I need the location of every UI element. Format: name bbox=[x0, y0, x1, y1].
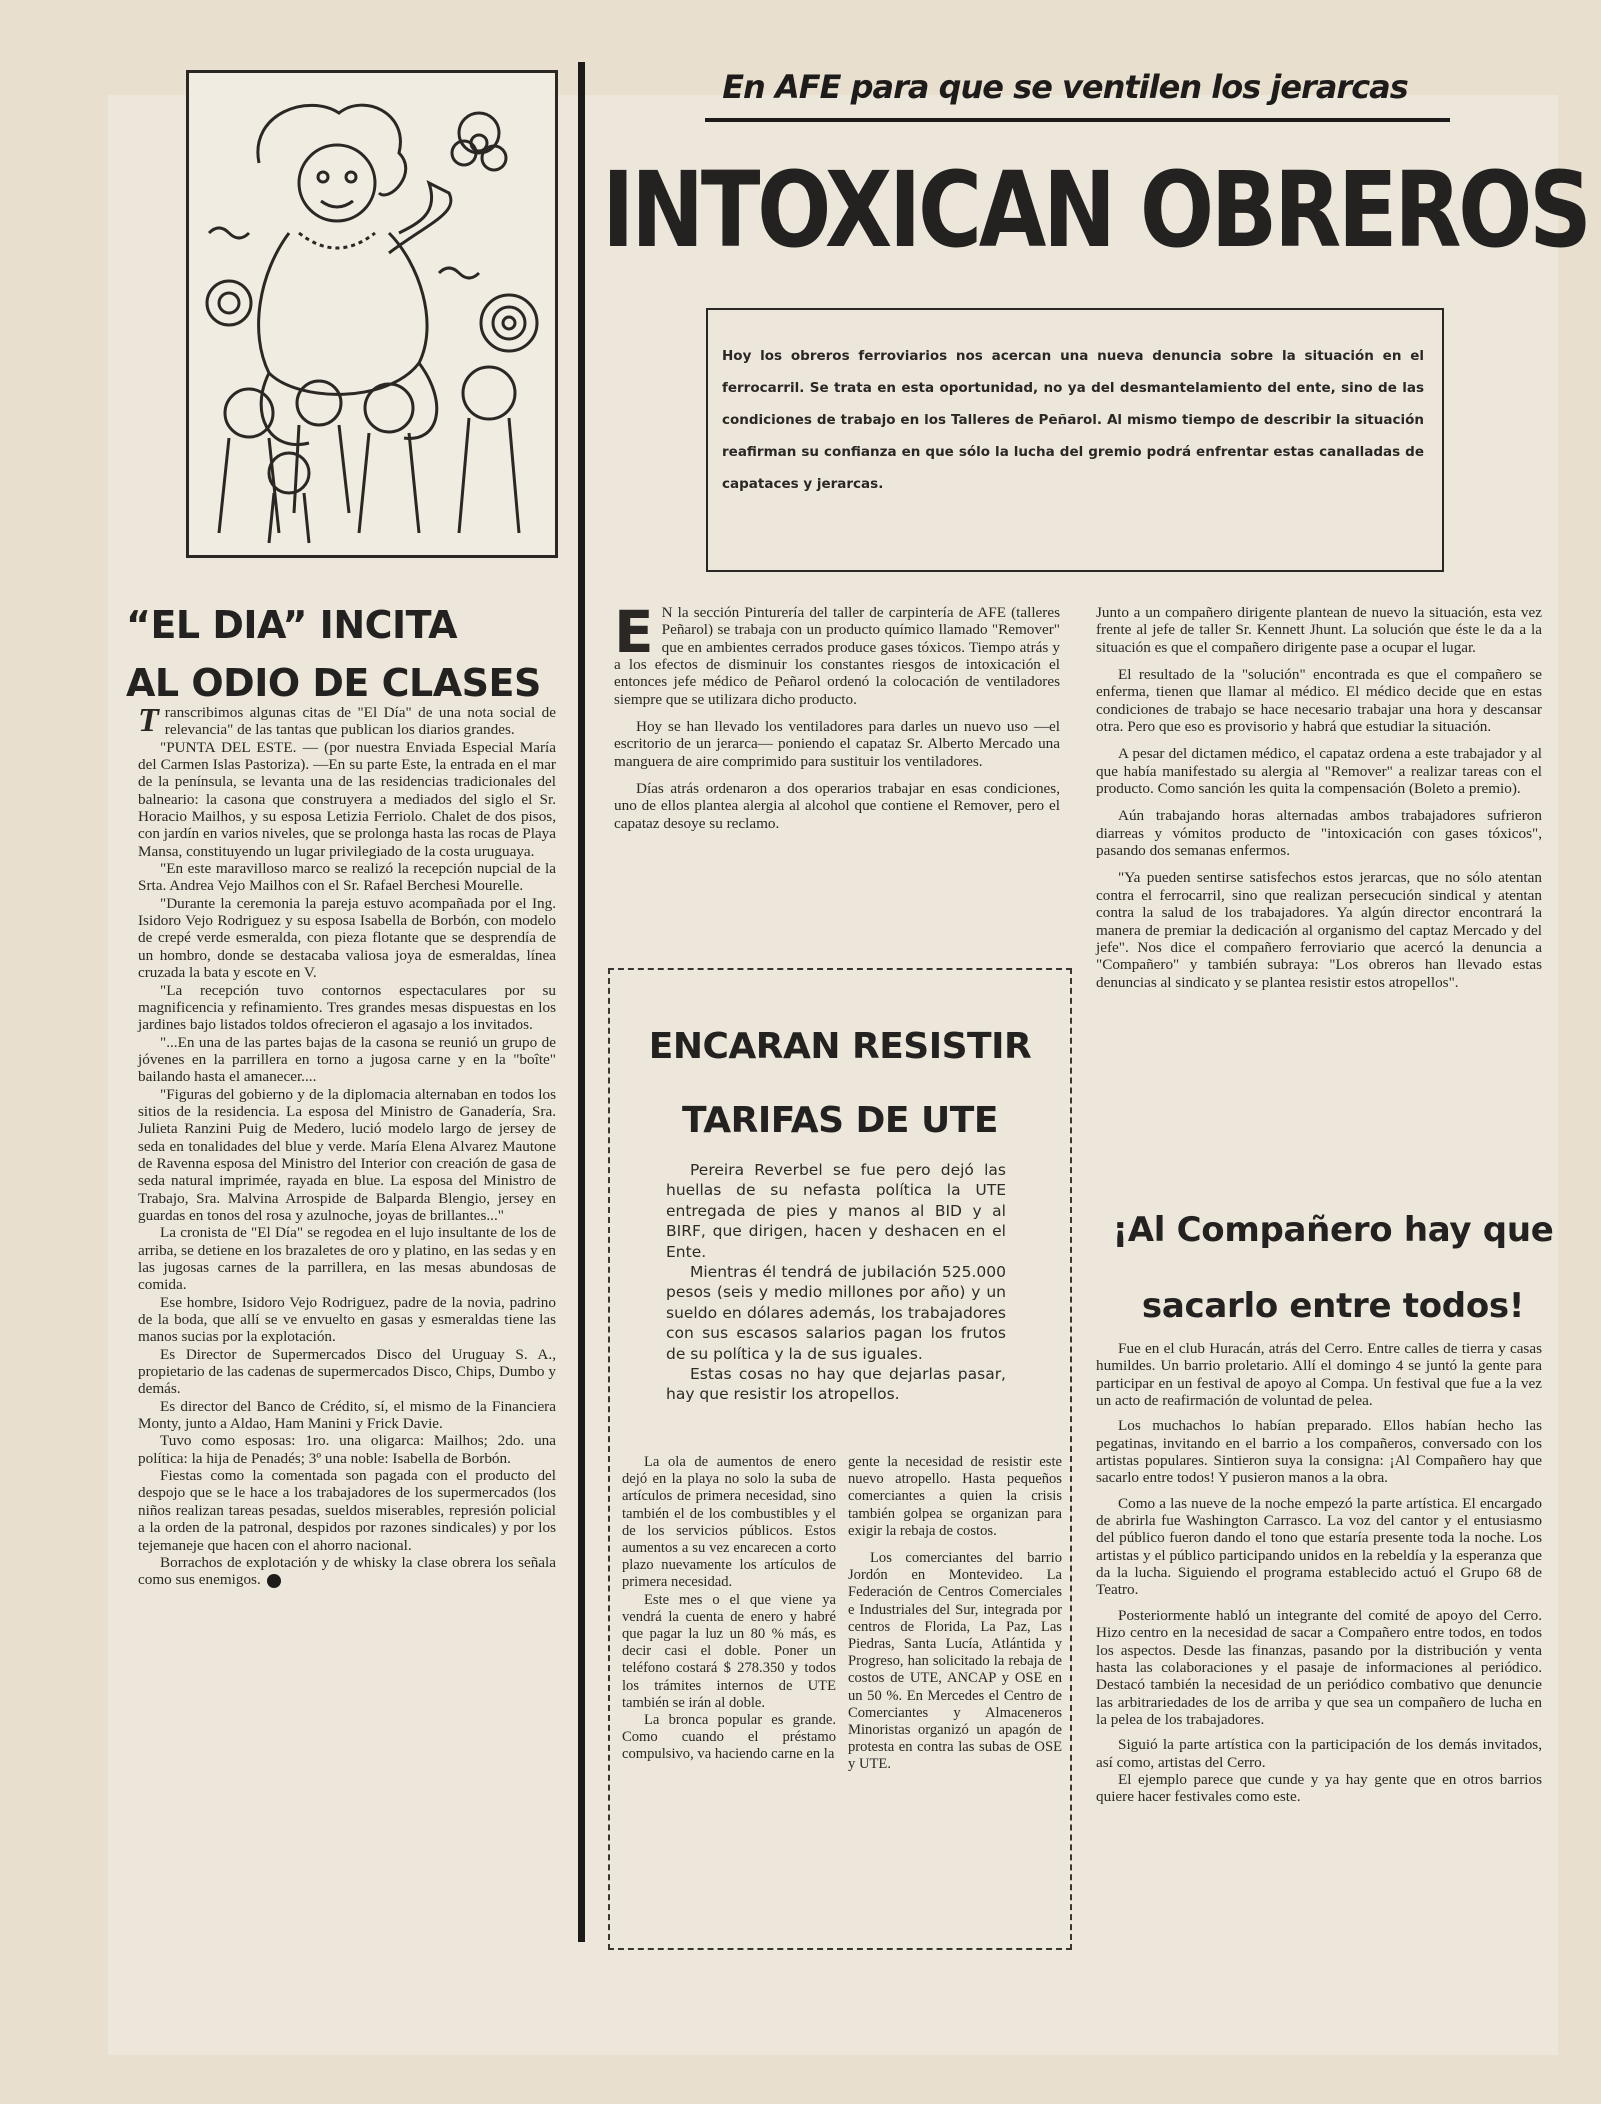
companero-headline bbox=[1108, 1192, 1558, 1344]
ute-intro-paragraph: Pereira Reverbel se fue pero dejó las huellas de su nefasta política la UTE entregada de pies y manos al BID y al BIRF, que dirigen, hacen y deshacen en el Ente. bbox=[666, 1161, 1006, 1261]
ute-intro-paragraph: Mientras él tendrá de jubilación 525.000 pesos (seis y medio millones por año) y un sueldo en dólares además, los trabajadores con sus escasos salarios pagan los frutos de su política y la de sus iguales. bbox=[666, 1263, 1006, 1363]
el-dia-paragraph: "...En una de las partes bajas de la casona se reunió un grupo de jóvenes en la parrillera en torno a jugosa carne y en la "boîte" bailando hasta el amanecer.... bbox=[138, 1033, 556, 1086]
kicker-headline: En AFE para que se ventilen los jerarcas bbox=[722, 68, 1408, 106]
main-headline: INTOXICAN OBREROS bbox=[602, 149, 1589, 271]
companero-paragraph: Fue en el club Huracán, atrás del Cerro. Entre calles de tierra y casas humildes. Un barrio proletario. Allí el domingo 4 se juntó la gente para participar en un festival de apoyo al Compa. Un festival que fue a la vez un acto de reafirmación de voluntad de pelea. bbox=[1096, 1340, 1542, 1410]
ute-headline-line2: TARIFAS DE UTE bbox=[682, 1100, 998, 1141]
el-dia-headline bbox=[126, 596, 566, 712]
ute-paragraph: gente la necesidad de resistir este nuevo atropello. Hasta pequeños comerciantes a quien la crisis también golpea se organizan para exigir la rebaja de costos. bbox=[848, 1454, 1062, 1539]
ute-intro bbox=[666, 1160, 1006, 1405]
el-dia-headline-line1: “EL DIA” INCITA bbox=[126, 603, 458, 647]
el-dia-paragraph: ranscribimos algunas citas de "El Día" de una nota social de relevancia" de las tantas que publican los diarios grandes. bbox=[164, 704, 556, 739]
companero-paragraph: Siguió la parte artística con la participación de los demás invitados, así como, artistas del Cerro. bbox=[1096, 1736, 1542, 1771]
el-dia-paragraph: "En este maravilloso marco se realizó la recepción nupcial de la Srta. Andrea Vejo Mailhos con el Sr. Rafael Berchesi Mourelle. bbox=[138, 860, 556, 895]
afe-dropcap: E bbox=[614, 598, 654, 666]
companero-paragraph: Posteriormente habló un integrante del comité de apoyo del Cerro. Hizo centro en la necesidad de sacar a Compañero entre todos, en todos los aspectos. Desde las finanzas, pasando por la distribución y venta hasta las colaboraciones y el pasaje de informaciones al periódico. Destacó también la necesidad de un periódico combativo que denuncie las arbitrariedades de los de arriba y que sea un compañero de lucha en la pelea de los trabajadores. bbox=[1096, 1606, 1542, 1728]
ute-column-2 bbox=[848, 1454, 1062, 1774]
el-dia-paragraph: "Durante la ceremonia la pareja estuvo acompañada por el Ing. Isidoro Vejo Rodriguez y su esposa Isabella de Borbón, con modelo de crepé verde esmeralda, con pieza flotante que se desprendía de un hombro, donde se destacaba valiosa joya de esmeraldas, línea cruzada la bata y escote en V. bbox=[138, 894, 556, 982]
afe-paragraph: Junto a un compañero dirigente plantean de nuevo la situación, esta vez frente al jefe de taller Sr. Kennett Jhunt. La solución que éste le da a la situación es que el compañero dirigente pase a ocupar el lugar. bbox=[1096, 604, 1542, 656]
column-divider-rule bbox=[578, 62, 585, 1942]
kicker-underline bbox=[705, 118, 1450, 122]
companero-headline-line2: sacarlo entre todos! bbox=[1141, 1286, 1525, 1326]
end-bullet-icon bbox=[267, 1574, 281, 1588]
afe-paragraph: Días atrás ordenaron a dos operarios trabajar en esas condiciones, uno de ellos plantea alergia al alcohol que contiene el Remover, pero el capataz desoye su reclamo. bbox=[614, 780, 1060, 832]
companero-paragraph: El ejemplo parece que cunde y ya hay gente que en otros barrios quiere hacer festivales como este. bbox=[1096, 1770, 1542, 1806]
ute-paragraph: La ola de aumentos de enero dejó en la playa no solo la suba de artículos de primera necesidad, sino también el de los combustibles y el de los servicios públicos. Estos aumentos a su vez encarecen a corto plazo nuevamente los artículos de primera necesidad. bbox=[622, 1454, 836, 1591]
el-dia-paragraph: La cronista de "El Día" se regodea en el lujo insultante de los de arriba, se detiene en los brazaletes de oro y platino, en las sedas y en las jugosas carnes de la parrillera, en las mesas abundosas de comida. bbox=[138, 1224, 556, 1294]
el-dia-paragraph: Ese hombre, Isidoro Vejo Rodriguez, padre de la novia, padrino de la boda, que allí se ve envuelto en gasas y esmeraldas tiene las manos sucias por la explotación. bbox=[138, 1293, 556, 1346]
ute-paragraph: Los comerciantes del barrio Jordón en Montevideo. La Federación de Centros Comerciales e Industriales del Sur, integrada por centros de Florida, La Paz, Las Piedras, Santa Lucía, Atlántida y Progreso, han solicitado la rebaja de costos de UTE, ANCAP y OSE en un 50 %. En Mercedes el Centro de Comerciantes y Almaceneros Minoristas organizó un apagón de protesta en contra las subas de OSE y UTE. bbox=[848, 1550, 1062, 1773]
el-dia-paragraph: Tuvo como esposas: 1ro. una oligarca: Mailhos; 2do. una política: la hija de Penadés; 3º una noble: Isabella de Borbón. bbox=[138, 1432, 556, 1467]
companero-article-body bbox=[1096, 1340, 1542, 1806]
afe-article-column-2 bbox=[1096, 604, 1542, 991]
afe-paragraph: Hoy se han llevado los ventiladores para darles un nuevo uso —el escritorio de un jerarca— poniendo el capataz Sr. Alberto Mercado una manguera de aire comprimido para sustituir los ventiladores. bbox=[614, 718, 1060, 770]
el-dia-paragraph: Fiestas como la comentada son pagada con el producto del despojo que se le hace a los trabajadores de los supermercados (los niños realizan tareas pesadas, sueldos miserables, represión policial a la orden de la patronal, despidos por razones sindicales) y por los tejemaneje que hacen con el ahorro nacional. bbox=[138, 1467, 556, 1554]
afe-paragraph: Aún trabajando horas alternadas ambos trabajadores sufrieron diarreas y vómitos producto de "intoxicación con gases tóxicos", pasando dos semanas enfermos. bbox=[1096, 807, 1542, 860]
el-dia-paragraph: "Figuras del gobierno y de la diplomacia alternaban en todos los sitios de la residencia. La esposa del Ministro de Ganadería, Sra. Julieta Ranzini Puig de Medero, lució modelo largo de jersey de seda en tonalidades del blue y verde. María Elena Alvarez Mautone de Ravenna esposa del Ministro del Interior con creación de gasa de seda natural imprimée, rayada en blue. La esposa del Ministro de Trabajo, Sra. Malvina Arrospide de Balparda Blengio, jersey en guardas en tonos del rosa y azulnoche, joyas de brillantes..." bbox=[138, 1085, 556, 1224]
illustration bbox=[186, 70, 558, 558]
afe-paragraph: A pesar del dictamen médico, el capataz ordena a este trabajador y al que había manifestado su alergia al "Remover" a realizar tareas con el producto. Como sanción les quita la compensación (Boleto a premio). bbox=[1096, 745, 1542, 798]
ute-paragraph: La bronca popular es grande. Como cuando el préstamo compulsivo, va haciendo carne en la bbox=[622, 1712, 836, 1763]
el-dia-paragraph: Es Director de Supermercados Disco del Uruguay S. A., propietario de las cadenas de supermercados Disco, Chips, Dumbo y demás. bbox=[138, 1345, 556, 1398]
afe-article-column-1 bbox=[614, 598, 1060, 832]
el-dia-article-body bbox=[138, 704, 556, 1589]
el-dia-headline-line2: AL ODIO DE CLASES bbox=[126, 661, 541, 705]
ute-column-1 bbox=[622, 1454, 836, 1764]
companero-paragraph: Como a las nueve de la noche empezó la parte artística. El encargado de abrirla fue Washington Carrasco. La voz del cantor y el entusiasmo del público fueron dando el tono que estaría presente toda la noche. Los artistas y el público participando unidos en la rebeldía y la esperanza que da la lucha. Siguiendo el programa establecido actuó el Grupo 68 de Teatro. bbox=[1096, 1494, 1542, 1599]
ute-headline-line1: ENCARAN RESISTIR bbox=[648, 1026, 1032, 1067]
afe-paragraph: "Ya pueden sentirse satisfechos estos jerarcas, que no sólo atentan contra el ferrocarril, sino que realizan persecución sindical y atentan contra la salud de los trabajadores. Ya algún director encontrará la manera de premiar la dedicación al organismo del captaz Mercado y del jefe". Nos dice el compañero ferroviario que acercó la denuncia a "Compañero" y también subraya: "Los obreros han llevado estas denuncias al sindicato y se plantea resistir estos atropellos". bbox=[1096, 869, 1542, 991]
companero-headline-line1: ¡Al Compañero hay que bbox=[1112, 1210, 1554, 1250]
el-dia-paragraph: "La recepción tuvo contornos espectaculares por su magnificencia y refinamiento. Tres grandes mesas dispuestas en los jardines bajo listados toldos ofrecieron el agasajo a los invitados. bbox=[138, 981, 556, 1034]
el-dia-paragraph: Borrachos de explotación y de whisky la clase obrera los señala como sus enemigos. bbox=[138, 1553, 556, 1589]
el-dia-paragraph: "PUNTA DEL ESTE. — (por nuestra Enviada Especial María del Carmen Islas Pastoriza). —En su parte Este, la entrada en el mar de la península, se levanta una de las residencias tradicionales del balneario: la casona que construyera a mediados del siglo el Sr. Horacio Mailhos, y su esposa Letizia Ferriolo. Chalet de dos pisos, con jardín en varios niveles, que se prolonga hasta las rocas de Playa Mansa, constituyendo un lugar privilegiado de la costa uruguaya. bbox=[138, 738, 556, 860]
ute-intro-paragraph: Estas cosas no hay que dejarlas pasar, hay que resistir los atropellos. bbox=[666, 1365, 1006, 1404]
afe-paragraph: N la sección Pinturería del taller de carpintería de AFE (talleres Peñarol) se trabaja con un producto químico llamado "Remover" que en ambientes cerrados produce gases tóxicos. Tiempo atrás y a los efectos de disminuir los constantes riesgos de intoxicación el entonces jefe médico de Peñarol ordenó la colocación de ventiladores siempre que se utilizara dicho producto. bbox=[614, 604, 1060, 708]
ute-headline bbox=[630, 1010, 1050, 1158]
illustration-drawing bbox=[189, 73, 555, 555]
companero-paragraph: Los muchachos lo habían preparado. Ellos habían hecho las pegatinas, invitando en el barrio a los compañeros, conversado con los artistas populares. Sintieron suya la consigna: ¡Al Compañero hay que sacarlo entre todos! Y pusieron manos a la obra. bbox=[1096, 1417, 1542, 1487]
ute-paragraph: Este mes o el que viene ya vendrá la cuenta de enero y habré que pagar la luz un 80 % más, es decir casi el doble. Poner un teléfono costará $ 278.350 y todos los trámites internos de UTE también se irán al doble. bbox=[622, 1591, 836, 1711]
intro-text: Hoy los obreros ferroviarios nos acercan una nueva denuncia sobre la situación en el ferrocarril. Se trata en esta oportunidad, no ya del desmantelamiento del ente, sino de las condiciones de trabajo en los Talleres de Peñarol. Al mismo tiempo de describir la situación reafirman su confianza en que sólo la lucha del gremio podrá enfrentar estas canalladas de capataces y jerarcas. bbox=[722, 348, 1424, 492]
afe-paragraph: El resultado de la "solución" encontrada es que el compañero se enferma, tienen que llamar al médico. El médico decide que en estas condiciones de trabajo se hace necesario trabajar una hora y descansar otra. Pero que eso es provisorio y habrá que estudiar la situación. bbox=[1096, 666, 1542, 736]
el-dia-dropcap: T bbox=[138, 702, 159, 739]
el-dia-paragraph: Es director del Banco de Crédito, sí, el mismo de la Financiera Monty, junto a Aldao, Ham Manini y Frick Davie. bbox=[138, 1397, 556, 1433]
